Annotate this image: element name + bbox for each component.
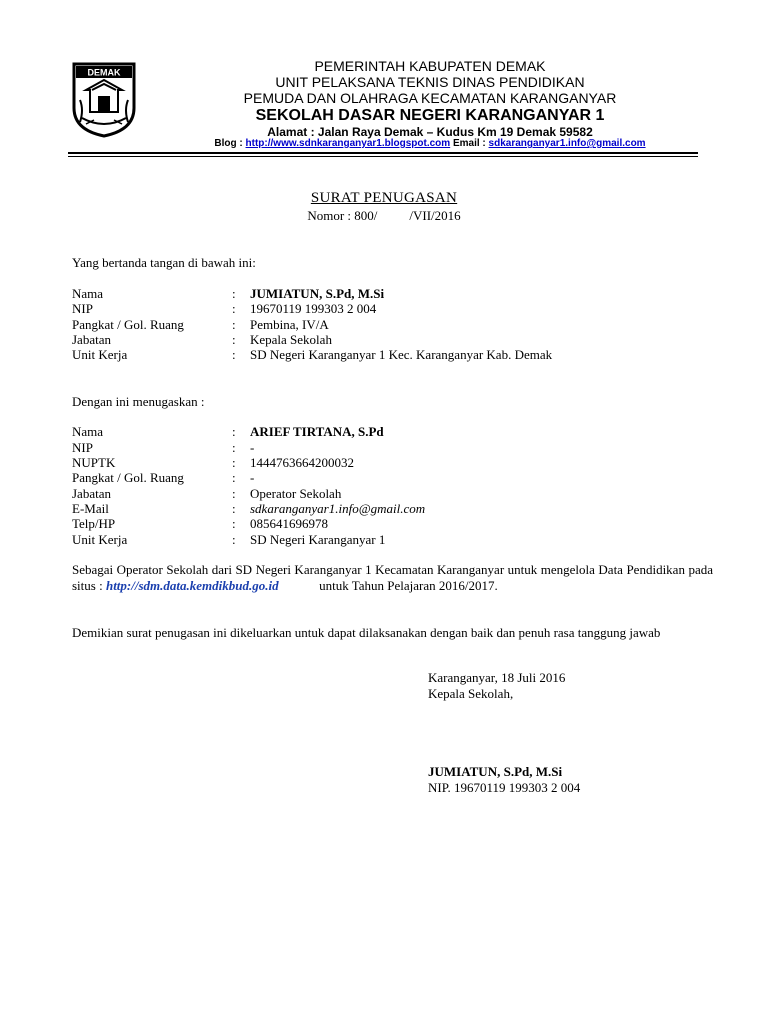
- field-label: Telp/HP: [72, 516, 116, 531]
- assignee-row-name: [72, 424, 692, 440]
- field-value: 085641696978: [250, 516, 328, 531]
- field-value: 1444763664200032: [250, 455, 354, 470]
- field-colon: :: [232, 501, 236, 516]
- field-colon: :: [232, 301, 236, 316]
- field-label: NIP: [72, 301, 93, 316]
- field-value: 19670119 199303 2 004: [250, 301, 377, 316]
- field-label: Jabatan: [72, 332, 111, 347]
- field-label: Unit Kerja: [72, 347, 128, 362]
- letterhead-divider-thin: [68, 156, 698, 157]
- field-label: Jabatan: [72, 486, 111, 501]
- assignee-row-nip: [72, 440, 692, 456]
- letter-number-suffix: /VII/2016: [409, 208, 461, 223]
- field-colon: :: [232, 317, 236, 332]
- website-link[interactable]: http://sdm.data.kemdikbud.go.id: [105, 578, 279, 593]
- email-label: Email :: [452, 138, 486, 149]
- demak-regency-emblem: [70, 60, 138, 138]
- letter-number: [0, 208, 768, 224]
- field-value: JUMIATUN, S.Pd, M.Si: [250, 286, 385, 301]
- field-colon: :: [232, 470, 236, 485]
- email-link[interactable]: sdkaranganyar1.info@gmail.com: [488, 138, 646, 149]
- field-colon: :: [232, 347, 236, 362]
- blog-link[interactable]: http://www.sdnkaranganyar1.blogspot.com: [245, 138, 451, 149]
- assignee-row-email: [72, 501, 692, 517]
- field-label: Nama: [72, 424, 104, 439]
- logo-text: DEMAK: [87, 67, 121, 78]
- field-colon: :: [232, 440, 236, 455]
- field-colon: :: [232, 516, 236, 531]
- field-colon: :: [232, 532, 236, 547]
- blog-label: Blog :: [214, 138, 243, 149]
- field-value: SD Negeri Karanganyar 1 Kec. Karanganyar Kab. Demak: [250, 347, 553, 362]
- signer-row-unit: [72, 347, 692, 363]
- field-value: sdkaranganyar1.info@gmail.com: [250, 501, 426, 516]
- field-value: ARIEF TIRTANA, S.Pd: [250, 424, 384, 439]
- field-colon: :: [232, 455, 236, 470]
- signer-row-nip: [72, 301, 692, 317]
- letterhead-address: Alamat : Jalan Raya Demak – Kudus Km 19 Demak 59582: [267, 125, 593, 139]
- field-colon: :: [232, 332, 236, 347]
- field-value: Kepala Sekolah: [250, 332, 332, 347]
- field-colon: :: [232, 486, 236, 501]
- closing-paragraph: Demikian surat penugasan ini dikeluarkan untuk dapat dilaksanakan dengan baik dan penuh rasa tanggung jawab: [72, 625, 661, 640]
- signature-name: JUMIATUN, S.Pd, M.Si: [428, 764, 563, 779]
- letterhead-school-name: SEKOLAH DASAR NEGERI KARANGANYAR 1: [255, 107, 605, 124]
- field-label: Pangkat / Gol. Ruang: [72, 470, 184, 485]
- signature-place-date: Karanganyar, 18 Juli 2016: [428, 670, 566, 685]
- signer-row-name: [72, 286, 692, 302]
- assignment-paragraph: [72, 562, 713, 594]
- field-label: E-Mail: [72, 501, 109, 516]
- field-label: NIP: [72, 440, 93, 455]
- field-value: Operator Sekolah: [250, 486, 342, 501]
- assignment-text-start: Sebagai Operator Sekolah dari SD Negeri Karanganyar 1 Kecamatan Karanganyar untuk mengelola Data Pendidikan pada situs :: [72, 562, 713, 593]
- assign-intro-text: Dengan ini menugaskan :: [72, 394, 205, 409]
- field-value: -: [250, 470, 255, 485]
- letterhead-divider-thick: [68, 152, 698, 154]
- field-label: Pangkat / Gol. Ruang: [72, 317, 184, 332]
- field-label: Unit Kerja: [72, 532, 128, 547]
- signer-row-rank: [72, 317, 692, 333]
- letter-number-prefix: Nomor : 800/: [307, 208, 378, 223]
- field-value: SD Negeri Karanganyar 1: [250, 532, 386, 547]
- field-label: Nama: [72, 286, 104, 301]
- assignee-row-unit: [72, 532, 692, 548]
- letterhead-line-district: PEMUDA DAN OLAHRAGA KECAMATAN KARANGANYAR: [243, 90, 617, 106]
- field-label: NUPTK: [72, 455, 116, 470]
- assignment-text-end: untuk Tahun Pelajaran 2016/2017.: [319, 578, 498, 593]
- assignee-row-phone: [72, 516, 692, 532]
- signature-nip: NIP. 19670119 199303 2 004: [428, 780, 581, 795]
- letterhead-contacts: [140, 138, 720, 150]
- assignee-row-position: [72, 486, 692, 502]
- field-value: Pembina, IV/A: [250, 317, 329, 332]
- intro-text: Yang bertanda tangan di bawah ini:: [72, 255, 256, 270]
- field-value: -: [250, 440, 255, 455]
- assignee-row-rank: [72, 470, 692, 486]
- field-colon: :: [232, 424, 236, 439]
- field-colon: :: [232, 286, 236, 301]
- signature-position: Kepala Sekolah,: [428, 686, 514, 701]
- assignee-row-nuptk: [72, 455, 692, 471]
- letter-title: SURAT PENUGASAN: [310, 190, 458, 206]
- letterhead-line-unit: UNIT PELAKSANA TEKNIS DINAS PENDIDIKAN: [275, 74, 585, 90]
- letterhead-line-government: PEMERINTAH KABUPATEN DEMAK: [314, 58, 546, 74]
- signer-row-position: [72, 332, 692, 348]
